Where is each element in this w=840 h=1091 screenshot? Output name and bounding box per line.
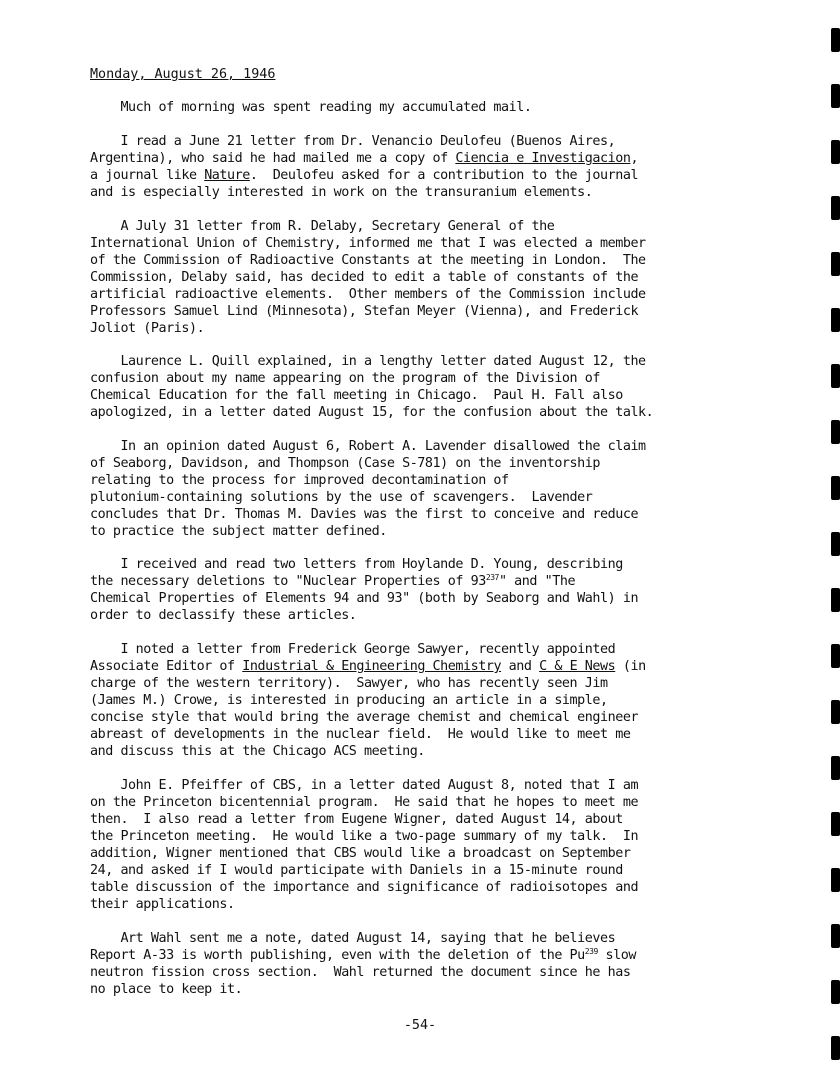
text-run: Much of morning was spent reading my accumulated mail. <box>90 100 532 115</box>
binding-mark <box>831 420 840 444</box>
binding-mark <box>831 700 840 724</box>
paragraph-young <box>90 556 638 624</box>
text-run: I received and read two letters from Hoylande D. Young, describing the necessary deletions to "Nuclear Properties of 93 <box>90 557 623 589</box>
date-heading: Monday, August 26, 1946 <box>90 67 276 82</box>
binding-mark <box>831 476 840 500</box>
underlined-title: Nature <box>204 168 250 183</box>
paragraph-mail <box>90 99 532 116</box>
text-run: . Deulofeu asked for a contribution to the journal and is especially interested in work on the transuranium elements. <box>90 168 639 200</box>
text-run: Laurence L. Quill explained, in a lengthy letter dated August 12, the confusion about my name appearing on the program of the Division of Chemical Education for the fall meeting in Chicago. Paul H. Fall also apologized, in a letter dated August 15, for the confusion about the talk. <box>90 354 654 420</box>
binding-mark <box>831 308 840 332</box>
binding-mark <box>831 924 840 948</box>
text-run: I read a June 21 letter from Dr. Venancio Deulofeu (Buenos Aires, Argentina), who said he had mailed me a copy of <box>90 134 616 166</box>
binding-mark <box>831 868 840 892</box>
text-run: John E. Pfeiffer of CBS, in a letter dated August 8, noted that I am on the Princeton bicentennial program. He said that he hopes to meet me then. I also read a letter from Eugene Wigner, dated August 14, about the Princeton meeting. He would like a two-page summary of my talk. In addition, Wigner mentioned that CBS would like a broadcast on September 24, and asked if I would participate with Daniels in a 15-minute round table discussion of the importance and significance of radioisotopes and their applications. <box>90 778 639 912</box>
page-number: -54- <box>403 1018 437 1033</box>
underlined-title: Industrial & Engineering Chemistry <box>242 659 502 674</box>
text-run: " and "The Chemical Properties of Elements 94 and 93" (both by Seaborg and Wahl) in order to declassify these articles. <box>90 574 639 623</box>
paragraph-deulofeu <box>90 133 638 201</box>
paragraph-lavender <box>90 438 646 540</box>
binding-mark <box>831 364 840 388</box>
binding-mark <box>831 28 840 52</box>
text-run: A July 31 letter from R. Delaby, Secretary General of the International Union of Chemistry, informed me that I was elected a member of the Commission of Radioactive Constants at the meeting in London. The Commission, Delaby said, has decided to edit a table of constants of the artificial radioactive elements. Other members of the Commission include Professors Samuel Lind (Minnesota), Stefan Meyer (Vienna), and Frederick Joliot (Paris). <box>90 219 646 336</box>
paragraph-wahl <box>90 930 636 998</box>
underlined-title: C & E News <box>539 659 616 674</box>
binding-mark <box>831 196 840 220</box>
binding-mark <box>831 1036 840 1060</box>
text-run: , a journal like <box>90 151 639 183</box>
underlined-title: Ciencia e Investigacion <box>455 151 631 166</box>
binding-mark <box>831 980 840 1004</box>
binding-mark <box>831 532 840 556</box>
text-run: I noted a letter from Frederick George Sawyer, recently appointed Associate Editor of <box>90 642 616 674</box>
binding-mark <box>831 140 840 164</box>
binding-mark <box>831 252 840 276</box>
binding-mark <box>831 644 840 668</box>
paragraph-delaby <box>90 218 646 337</box>
isotope-superscript: 239 <box>584 947 598 956</box>
text-run: Art Wahl sent me a note, dated August 14, saying that he believes Report A-33 is worth publishing, even with the deletion of the Pu <box>90 931 616 963</box>
paragraph-pfeiffer <box>90 777 638 913</box>
isotope-superscript: 237 <box>485 573 499 582</box>
binding-mark <box>831 84 840 108</box>
text-run: In an opinion dated August 6, Robert A. Lavender disallowed the claim of Seaborg, Davidson, and Thompson (Case S-781) on the inventorship relating to the process for improved decontamination of plutonium-containing solutions by the use of scavengers. Lavender concludes that Dr. Thomas M. Davies was the first to conceive and reduce to practice the subject matter defined. <box>90 439 646 539</box>
text-run: slow neutron fission cross section. Wahl returned the document since he has no place to keep it. <box>90 948 636 997</box>
binding-mark <box>831 812 840 836</box>
text-run: (in charge of the western territory). Sawyer, who has recently seen Jim (James M.) Crowe, is interested in producing an article in a simple, concise style that would bring the average chemist and chemical engineer abreast of developments in the nuclear field. He would like to meet me and discuss this at the Chicago ACS meeting. <box>90 659 646 759</box>
binding-mark <box>831 588 840 612</box>
paragraph-sawyer <box>90 641 646 760</box>
binding-mark <box>831 756 840 780</box>
text-run: and <box>501 659 540 674</box>
paragraph-quill <box>90 353 653 421</box>
